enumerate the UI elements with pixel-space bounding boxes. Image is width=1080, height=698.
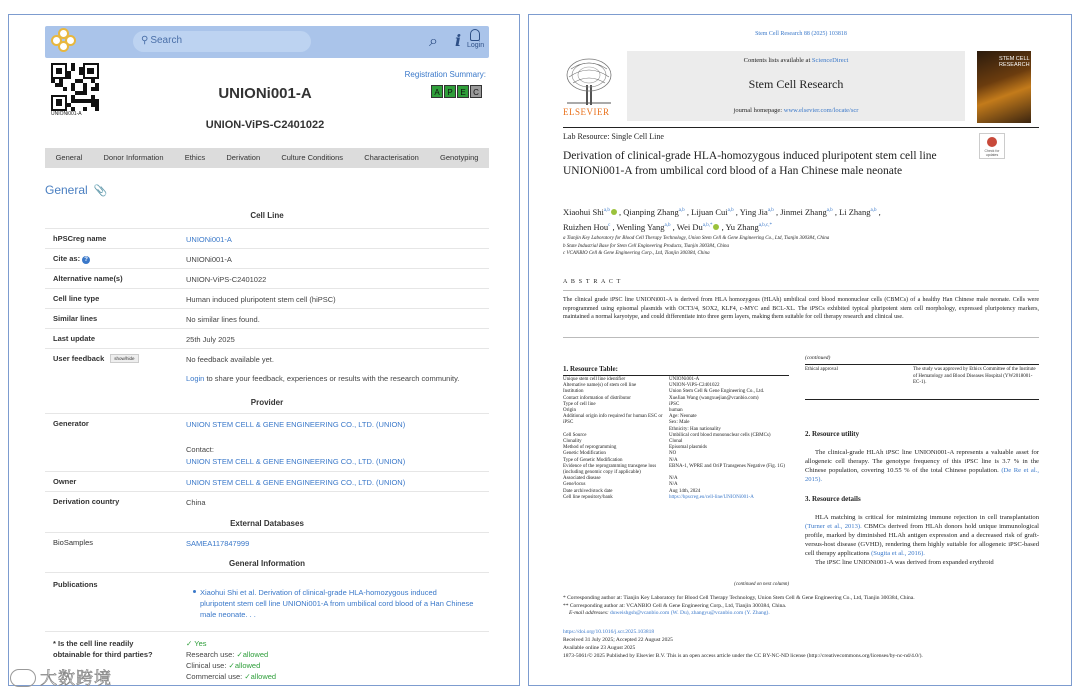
affiliation: a Tianjin Key Laboratory for Blood Cell Therapy Technology, Union Stem Cell & Gene Engineering Co., Ltd, Tianjin 300384, China bbox=[563, 236, 830, 241]
paperclip-icon[interactable]: 📎 bbox=[93, 185, 108, 197]
affiliations bbox=[563, 235, 1039, 258]
publication-link[interactable] bbox=[193, 587, 473, 620]
utility-heading: 2. Resource utility bbox=[805, 430, 860, 438]
check-icon: ✓ bbox=[236, 650, 243, 659]
author-name[interactable]: , Yu Zhang bbox=[721, 222, 759, 232]
publication-line: Xiaohui Shi et al. Derivation of clinical-grade HLA-homozygous induced bbox=[200, 588, 437, 597]
row-label: Owner bbox=[53, 477, 77, 486]
elsevier-tree-icon bbox=[563, 55, 615, 107]
doi-link[interactable]: https://doi.org/10.1016/j.scr.2025.103818 bbox=[563, 629, 655, 635]
footnote: ** Corresponding author at: VCANBIO Cell & Gene Engineering Corp., Ltd, Tianjin 300384, China. bbox=[563, 602, 787, 609]
row-label: Alternative name(s) bbox=[53, 274, 123, 283]
orcid-icon[interactable] bbox=[611, 209, 617, 215]
homepage-prefix: journal homepage: bbox=[733, 107, 783, 114]
generator-row bbox=[45, 413, 489, 469]
row-value: No similar lines found. bbox=[186, 315, 260, 324]
author-line bbox=[563, 204, 983, 219]
author-affiliation-marker[interactable]: a,b bbox=[870, 208, 877, 213]
qr-module bbox=[67, 75, 71, 79]
resource-value: iPSC bbox=[669, 401, 680, 407]
resource-value: Age: Neonate Sex: Male Ethnicity: Han nationality bbox=[669, 414, 721, 432]
feedback-login-rest: to share your feedback, experiences or results with the research community. bbox=[206, 374, 460, 383]
author-name[interactable]: , Li Zhang bbox=[834, 207, 871, 217]
resource-value: Aug 14th, 2024 bbox=[669, 488, 701, 494]
top-navigation-bar bbox=[45, 26, 489, 58]
resource-value: UNIONi001-A bbox=[669, 377, 700, 382]
article-type: Lab Resource: Single Cell Line bbox=[563, 132, 664, 141]
availability-label: obtainable for third parties? bbox=[53, 650, 153, 659]
apec-badge-c[interactable]: C bbox=[470, 85, 482, 98]
row-value: 25th July 2025 bbox=[186, 335, 235, 344]
resource-table-top-rule bbox=[563, 375, 789, 376]
check-icon: ✓ bbox=[228, 661, 235, 670]
help-icon[interactable]: ? bbox=[82, 256, 90, 264]
resource-key: Cell Source bbox=[563, 432, 587, 438]
check-icon: ✓ bbox=[244, 672, 251, 681]
resource-value: Union Stem Cell & Gene Engineering Co., Ltd. bbox=[669, 389, 765, 395]
row-label: Last update bbox=[53, 334, 96, 343]
hpscreg-logo[interactable] bbox=[49, 28, 79, 56]
contents-prefix: Contents lists available at bbox=[743, 57, 811, 64]
author-affiliation-marker[interactable]: a,b,* bbox=[702, 223, 713, 228]
resource-key: Additional origin info required for human ESC or iPSC bbox=[563, 414, 663, 426]
homepage-line bbox=[627, 107, 965, 114]
tab-characterisation[interactable]: Characterisation bbox=[364, 153, 419, 162]
author-affiliation-marker[interactable]: a,b bbox=[678, 208, 685, 213]
availability-answer: Yes bbox=[194, 639, 207, 648]
homepage-link[interactable]: www.elsevier.com/locate/scr bbox=[783, 107, 859, 114]
row-label: Cell line type bbox=[53, 294, 100, 303]
row-label bbox=[53, 638, 153, 660]
row-label: Similar lines bbox=[53, 314, 98, 323]
availability-label: * Is the cell line readily bbox=[53, 639, 134, 648]
utility-body: The clinical-grade HLAh iPSC line UNIONi001-A represents a valuable asset for allogeneic cell therapy. The genotype frequency of this iPSC line is 3.7 % in the Chinese population, covering 10.55 % of the total Chinese population. bbox=[805, 449, 1039, 474]
resource-key: Method of reprogramming bbox=[563, 445, 617, 451]
resource-value[interactable]: EBNA-1, WPRE and OriP Transgenes Negative (Fig. 1G) bbox=[669, 463, 785, 469]
details-heading: 3. Resource details bbox=[805, 495, 861, 503]
hpscreg-name-link[interactable]: UNIONi001-A bbox=[186, 235, 232, 244]
publication-line: pluripotent stem cell line UNIONi001-A from umbilical cord blood of a Han Chinese bbox=[200, 599, 474, 608]
continued-bottom-rule bbox=[805, 399, 1039, 400]
page-subtitle: UNION-ViPS-C2401022 bbox=[205, 119, 325, 131]
page-title: UNIONi001-A bbox=[218, 85, 312, 102]
resource-key: Clonality bbox=[563, 439, 582, 445]
elsevier-logo bbox=[563, 55, 615, 119]
journal-name: Stem Cell Research bbox=[748, 77, 844, 91]
footnotes bbox=[563, 595, 1039, 618]
contact-label: Contact: bbox=[186, 445, 214, 454]
tab-ethics[interactable]: Ethics bbox=[184, 153, 206, 162]
apec-badge-p[interactable]: P bbox=[444, 85, 456, 98]
check-updates-icon bbox=[987, 137, 997, 147]
table-row bbox=[45, 228, 489, 248]
provider-heading: Provider bbox=[250, 398, 284, 407]
author-name[interactable]: , Wei Du bbox=[672, 222, 703, 232]
abstract-end-rule bbox=[563, 337, 1039, 338]
table-row bbox=[45, 491, 489, 511]
section-tabs bbox=[45, 148, 489, 168]
details-body: CBMCs derived from HLAh donors hold unique immunological profile, marked by diminished HLAh antigen expression and a decreased risk of graft-versus-host disease (GVHD), rendering them highly suitable for allogeneic iPSC-based cell therapy applications bbox=[805, 523, 1040, 557]
affiliation: b State Industrial Base for Stem Cell Engineering Products, Tianjin 300384, China bbox=[563, 243, 730, 249]
watermark-text: 大数跨境 bbox=[40, 669, 112, 689]
resource-key: Genetic Modification bbox=[563, 451, 606, 457]
resource-key: Cell line repository/bank bbox=[563, 494, 613, 500]
details-text bbox=[805, 513, 1039, 567]
author-name[interactable]: , Ying Jia bbox=[735, 207, 768, 217]
details-body: The iPSC line UNIONi001-A was derived from expanded erythroid bbox=[815, 559, 994, 566]
citation-link[interactable]: (Sugita et al., 2016). bbox=[871, 550, 925, 557]
abstract-text: The clinical grade iPSC line UNIONi001-A is derived from HLA homozygous (HLAh) umbilical cord blood mononuclear cells (CBMCs) of a healthy Han Chinese male neonate. Cells were reprogrammed using episomal plasmids with OCT3/4, SOX2, KLF4, c-MYC and BCL-XL. The iPSCs exhibited typical pluripotent stem cell morphology, expressed pluripotency markers, maintained a normal karyotype, and could differentiate into three germ layers, making them suitable for cell therapy research and clinical use. bbox=[563, 297, 1039, 320]
section-title: General 📎 bbox=[45, 183, 108, 197]
advanced-search-icon[interactable]: ⌕ bbox=[429, 31, 438, 50]
use-name: Clinical use: bbox=[186, 661, 227, 670]
details-body: HLA matching is critical for minimizing immune rejection in cell transplantation bbox=[815, 514, 1039, 521]
resource-key: Evidence of the reprogramming transgene loss (including genomic copy if applicable) bbox=[563, 463, 657, 476]
license-text: 1873-5061/© 2025 Published by Elsevier B.V. This is an open access article under the CC BY-NC-ND license (http://creativecommons.org/licenses/by-nc-nd/4.0/). bbox=[563, 653, 923, 659]
cover-title-line: STEM CELL bbox=[999, 56, 1030, 62]
author-name[interactable]: , Jinmei Zhang bbox=[775, 207, 827, 217]
resource-value: Clonal bbox=[669, 439, 683, 445]
continued-note-text: (continued on next column) bbox=[734, 582, 789, 587]
continued-rule bbox=[805, 364, 1039, 365]
resource-value: UNION-ViPS-C2401022 bbox=[669, 383, 720, 389]
registration-summary-label: Registration Summary: bbox=[404, 70, 486, 79]
contents-line bbox=[627, 57, 965, 64]
watermark bbox=[10, 664, 112, 689]
resource-table-row bbox=[563, 495, 789, 501]
cover-title-line: RESEARCH bbox=[999, 62, 1030, 68]
resource-key: Gene/locus bbox=[563, 482, 586, 488]
external-databases-heading: External Databases bbox=[230, 519, 304, 528]
elsevier-wordmark: ELSEVIER bbox=[563, 107, 610, 117]
author-name[interactable]: , bbox=[878, 207, 881, 217]
qr-label: UNIONi001-A bbox=[51, 111, 82, 117]
author-line bbox=[563, 219, 983, 234]
tab-general[interactable]: General bbox=[55, 153, 83, 162]
use-status: allowed bbox=[234, 661, 261, 670]
row-label: Publications bbox=[53, 580, 98, 589]
author-name[interactable]: , Wenling Yang bbox=[612, 222, 665, 232]
user-feedback-label: User feedback bbox=[53, 354, 105, 363]
table-row bbox=[45, 328, 489, 348]
resource-key: Contact information of distributor bbox=[563, 395, 631, 401]
use-name: Research use: bbox=[186, 650, 235, 659]
generator-link[interactable]: UNION STEM CELL & GENE ENGINEERING CO., LTD. (UNION) bbox=[186, 420, 406, 429]
check-for-updates-button[interactable] bbox=[979, 133, 1005, 159]
table-row bbox=[45, 268, 489, 288]
email-label: E-mail addresses: bbox=[569, 610, 609, 616]
citation-link[interactable]: (De Re et al., 2015). bbox=[805, 467, 1039, 483]
available-date: Available online 23 August 2025 bbox=[563, 645, 636, 651]
email-line bbox=[563, 610, 1039, 618]
contact-link[interactable]: UNION STEM CELL & GENE ENGINEERING CO., LTD. (UNION) bbox=[186, 457, 406, 466]
resource-key: Type of Genetic Modification bbox=[563, 457, 623, 463]
cite-as-label: Cite as: bbox=[53, 254, 81, 263]
received-date: Received 31 July 2025; Accepted 22 August 2025 bbox=[563, 637, 673, 643]
qr-module bbox=[95, 107, 99, 111]
table-row bbox=[45, 308, 489, 328]
resource-table bbox=[563, 377, 789, 501]
info-icon[interactable]: i bbox=[455, 31, 462, 50]
resource-value: human bbox=[669, 408, 683, 414]
show-hide-button[interactable]: show/hide bbox=[110, 354, 138, 363]
user-feedback-row bbox=[45, 348, 489, 392]
paper-page bbox=[528, 14, 1072, 686]
author-affiliation-marker[interactable]: a,b bbox=[603, 208, 610, 213]
availability-values bbox=[186, 638, 276, 682]
author-affiliation-marker[interactable]: a,b bbox=[664, 223, 671, 228]
qr-finder-square bbox=[87, 68, 94, 75]
search-input[interactable]: ⚲ Search bbox=[133, 31, 311, 52]
table-row bbox=[45, 471, 489, 491]
check-updates-label: Check for updates bbox=[984, 149, 1000, 157]
resource-value: N/A bbox=[669, 482, 678, 488]
row-label bbox=[53, 354, 139, 363]
resource-value[interactable]: XueJian Wang (wangxuejian@vcanbio.com) bbox=[669, 395, 759, 401]
tab-genotyping[interactable]: Genotyping bbox=[440, 153, 479, 162]
email-links[interactable]: duweishgsh@vcanbio.com (W. Du), zhangyu@vcanbio.com (Y. Zhang). bbox=[610, 610, 770, 616]
author-name[interactable]: , Qianping Zhang bbox=[618, 207, 679, 217]
resource-table-heading-text: 1. Resource Table: bbox=[563, 365, 618, 373]
use-name: Commercial use: bbox=[186, 672, 243, 681]
resource-value: Umbilical cord blood mononuclear cells (CBMCs) bbox=[669, 432, 771, 438]
author-affiliation-marker[interactable]: a,b,c,* bbox=[758, 223, 773, 228]
author-name[interactable]: , Lijuan Cui bbox=[686, 207, 728, 217]
tab-donor-information[interactable]: Donor Information bbox=[103, 153, 164, 162]
feedback-value: No feedback available yet. bbox=[186, 355, 274, 364]
affiliation: c VCANBIO Cell & Gene Engineering Corp., Ltd, Tianjin 300384, China bbox=[563, 251, 710, 256]
feedback-login-link[interactable]: Login bbox=[186, 374, 205, 383]
continued-label: (continued) bbox=[805, 355, 831, 361]
resource-key: Alternative name(s) of stem cell line bbox=[563, 383, 637, 389]
abstract-rule bbox=[563, 290, 1039, 291]
row-label: Generator bbox=[53, 419, 89, 428]
apec-badge-e[interactable]: E bbox=[457, 85, 469, 98]
cell-line-heading: Cell Line bbox=[250, 211, 284, 220]
resource-value: N/A bbox=[669, 476, 678, 482]
bullet-icon bbox=[193, 590, 196, 593]
journal-cover-image bbox=[977, 51, 1031, 123]
row-label: Derivation country bbox=[53, 497, 120, 506]
use-status: allowed bbox=[250, 672, 277, 681]
resource-key: Unique stem cell line identifier bbox=[563, 377, 626, 382]
resource-value: Episomal plasmids bbox=[669, 445, 707, 451]
apec-badge-a[interactable]: A bbox=[431, 85, 443, 98]
table-row bbox=[45, 248, 489, 268]
resource-value: N/A bbox=[669, 457, 678, 463]
author-name[interactable]: Xiaohui Shi bbox=[563, 207, 604, 217]
resource-value: NO bbox=[669, 451, 677, 457]
feedback-login-text bbox=[186, 373, 459, 384]
row-value: UNIONi001-A bbox=[186, 255, 232, 264]
resource-table-row bbox=[563, 414, 789, 433]
tab-culture-conditions[interactable]: Culture Conditions bbox=[281, 153, 344, 162]
resource-key: Origin bbox=[563, 408, 577, 414]
qr-finder-square bbox=[56, 68, 63, 75]
journal-citation-link[interactable]: Stem Cell Research 88 (2025) 103818 bbox=[755, 31, 847, 37]
row-value: China bbox=[186, 498, 206, 507]
hpscreg-page bbox=[8, 14, 520, 686]
ethical-approval-label: Ethical approval bbox=[805, 367, 838, 372]
check-icon: ✓ bbox=[186, 639, 193, 648]
utility-text bbox=[805, 448, 1039, 484]
use-status: allowed bbox=[242, 650, 269, 659]
login-button[interactable]: Login bbox=[467, 29, 483, 49]
tab-derivation[interactable]: Derivation bbox=[226, 153, 261, 162]
author-affiliation-marker[interactable]: a,b bbox=[727, 208, 734, 213]
author-name[interactable]: Ruizhen Hou bbox=[563, 222, 609, 232]
header-rule bbox=[563, 127, 1039, 128]
qr-module bbox=[83, 107, 87, 111]
paper-title: Derivation of clinical-grade HLA-homozygous induced pluripotent stem cell line UNIONi001-A from umbilical cord blood of a Han Chinese male neonate bbox=[563, 150, 937, 177]
citation-link[interactable]: (Turner et al., 2013). bbox=[805, 523, 862, 530]
resource-key: Institution bbox=[563, 389, 584, 395]
ethical-approval-row bbox=[805, 367, 1039, 387]
resource-table-heading bbox=[563, 358, 618, 376]
resource-table-row bbox=[563, 464, 789, 476]
table-row bbox=[45, 288, 489, 308]
publications-row bbox=[45, 572, 489, 630]
footnote: * Corresponding author at: Tianjin Key Laboratory for Blood Cell Therapy Technology, Union Stem Cell & Gene Engineering Co., Ltd, Tianjin 300384, China. bbox=[563, 595, 915, 601]
resource-key: Date archived/stock date bbox=[563, 488, 613, 494]
search-icon: ⚲ bbox=[141, 35, 149, 46]
qr-module bbox=[71, 67, 75, 71]
row-label bbox=[53, 254, 90, 264]
author-list bbox=[563, 204, 983, 234]
general-information-heading: General Information bbox=[228, 559, 305, 568]
resource-key: Type of cell line bbox=[563, 401, 596, 407]
biosamples-link[interactable]: BioSamples bbox=[53, 538, 94, 547]
row-value: UNION-ViPS-C2401022 bbox=[186, 275, 267, 284]
cover-title bbox=[999, 56, 1030, 68]
orcid-icon[interactable] bbox=[713, 224, 719, 230]
row-value: Human induced pluripotent stem cell (hiPSC) bbox=[186, 295, 336, 304]
table-row bbox=[45, 532, 489, 552]
resource-key: Associated disease bbox=[563, 476, 601, 482]
author-affiliation-marker[interactable]: a,b bbox=[767, 208, 774, 213]
resource-value[interactable]: https://hpscreg.eu/cell-line/UNIONi001-A bbox=[669, 494, 754, 500]
author-affiliation-marker[interactable]: a,b bbox=[826, 208, 833, 213]
biosamples-id-link[interactable]: SAMEA117847999 bbox=[186, 539, 250, 548]
ethical-approval-value: The study was approved by Ethics Committee of the Institute of Hematology and Blood Diseases Hospital (YW2018001-EC-1). bbox=[913, 367, 1036, 385]
user-icon bbox=[470, 29, 480, 41]
watermark-logo-icon bbox=[10, 669, 36, 687]
publication-line: male neonate. . . bbox=[200, 610, 256, 619]
row-label: hPSCreg name bbox=[53, 234, 107, 243]
author-affiliation-marker[interactable]: c bbox=[608, 223, 611, 228]
sciencedirect-link[interactable]: ScienceDirect bbox=[811, 57, 849, 64]
owner-link[interactable]: UNION STEM CELL & GENE ENGINEERING CO., LTD. (UNION) bbox=[186, 478, 406, 487]
continued-note bbox=[563, 582, 789, 587]
abstract-heading: A B S T R A C T bbox=[563, 279, 622, 285]
article-info bbox=[563, 628, 1039, 660]
